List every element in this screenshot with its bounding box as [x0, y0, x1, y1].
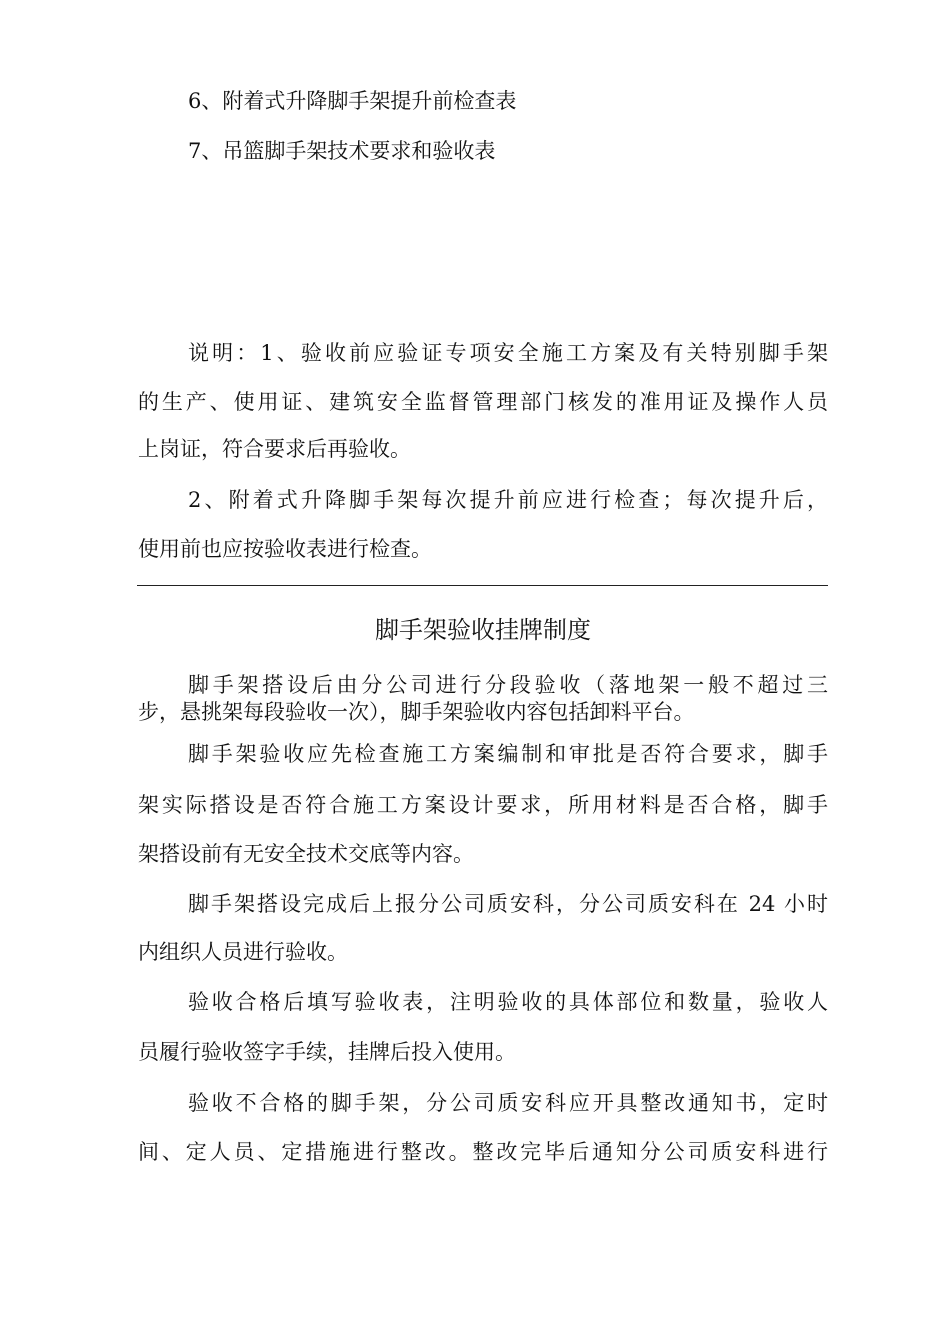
paragraph-2-line-3: 架搭设前有无安全技术交底等内容。 [138, 842, 474, 866]
note-1-line-1: 说明：1、验收前应验证专项安全施工方案及有关特别脚手架 [188, 341, 828, 365]
paragraph-3-line-2: 内组织人员进行验收。 [138, 940, 348, 964]
paragraph-1-line-2: 步，悬挑架每段验收一次），脚手架验收内容包括卸料平台。 [138, 700, 695, 724]
list-item-6: 6、附着式升降脚手架提升前检查表 [188, 89, 517, 113]
list-item-7: 7、吊篮脚手架技术要求和验收表 [188, 139, 496, 163]
paragraph-2-line-1: 脚手架验收应先检查施工方案编制和审批是否符合要求，脚手 [188, 742, 828, 766]
note-1-line-2: 的生产、使用证、建筑安全监督管理部门核发的准用证及操作人员 [138, 390, 828, 414]
note-2-line-2: 使用前也应按验收表进行检查。 [138, 537, 432, 561]
note-2-line-1: 2、附着式升降脚手架每次提升前应进行检查；每次提升后， [188, 488, 828, 512]
paragraph-4-line-1: 验收合格后填写验收表，注明验收的具体部位和数量，验收人 [188, 990, 828, 1014]
paragraph-1-line-1: 脚手架搭设后由分公司进行分段验收（落地架一般不超过三 [188, 673, 828, 697]
paragraph-5-line-1: 验收不合格的脚手架，分公司质安科应开具整改通知书，定时 [188, 1091, 828, 1115]
paragraph-4-line-2: 员履行验收签字手续，挂牌后投入使用。 [138, 1040, 516, 1064]
paragraph-5-line-2: 间、定人员、定措施进行整改。整改完毕后通知分公司质安科进行 [138, 1140, 828, 1164]
paragraph-3-line-1: 脚手架搭设完成后上报分公司质安科，分公司质安科在 24 小时 [188, 892, 828, 916]
section-divider [137, 585, 828, 586]
note-1-line-3: 上岗证，符合要求后再验收。 [138, 437, 411, 461]
section-title: 脚手架验收挂牌制度 [375, 616, 591, 644]
paragraph-2-line-2: 架实际搭设是否符合施工方案设计要求，所用材料是否合格，脚手 [138, 793, 828, 817]
